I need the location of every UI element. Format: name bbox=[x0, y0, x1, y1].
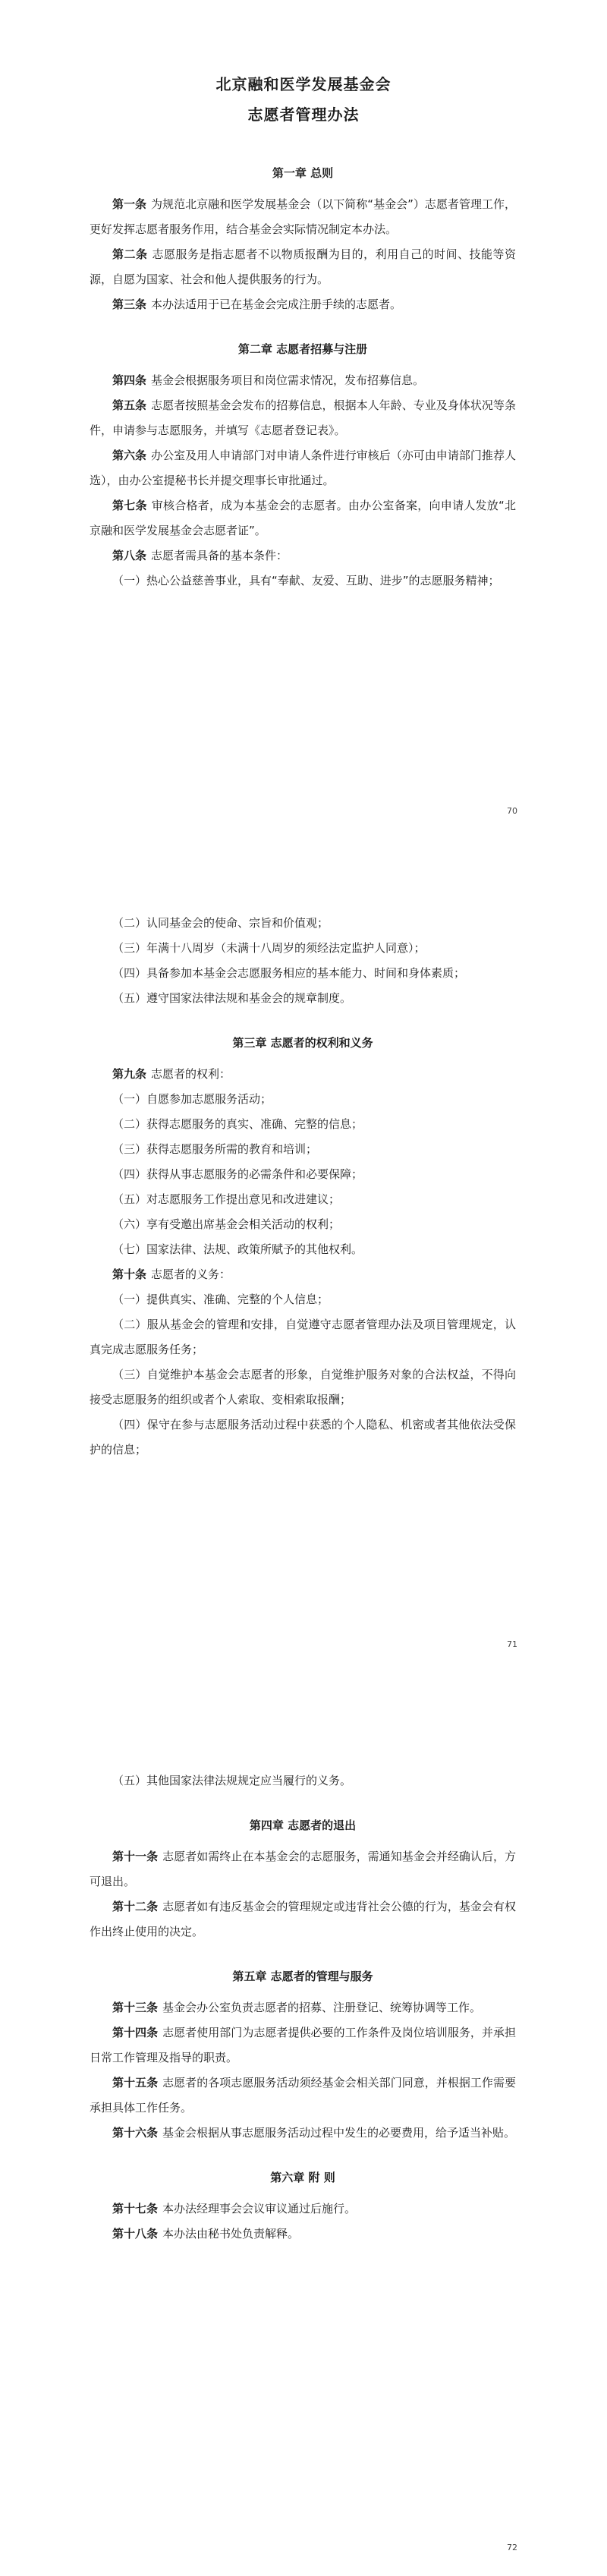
list-item: （七）国家法律、法规、政策所赋予的其他权利。 bbox=[112, 1242, 363, 1256]
list-item: （一）热心公益慈善事业，具有“奉献、友爱、互助、进步”的志愿服务精神； bbox=[112, 574, 500, 587]
list-item: （二）获得志愿服务的真实、准确、完整的信息； bbox=[112, 1117, 363, 1131]
article-17 bbox=[90, 2197, 516, 2222]
page-1-content bbox=[90, 161, 516, 594]
article-text: 志愿者使用部门为志愿者提供必要的工作条件及岗位培训服务，并承担日常工作管理及指导的职责。 bbox=[90, 2026, 516, 2064]
article-text: 办公室及用人申请部门对申请人条件进行审核后（亦可由申请部门推荐人选），由办公室提秘书长并提交理事长审批通过。 bbox=[90, 449, 516, 487]
article-number: 第三条 bbox=[112, 298, 147, 311]
article-text: 基金会办公室负责志愿者的招募、注册登记、统筹协调等工作。 bbox=[162, 2001, 482, 2014]
article-number: 第七条 bbox=[112, 499, 147, 512]
article-text: 志愿服务是指志愿者不以物质报酬为目的，利用自己的时间、技能等资源，自愿为国家、社会和他人提供服务的行为。 bbox=[90, 247, 516, 286]
page-2 bbox=[0, 911, 607, 1768]
article-text: 志愿者需具备的基本条件： bbox=[151, 549, 288, 562]
list-item: （五）遵守国家法律法规和基金会的规章制度。 bbox=[112, 991, 352, 1005]
article-number: 第十三条 bbox=[112, 2001, 159, 2014]
list-item: （四）具备参加本基金会志愿服务相应的基本能力、时间和身体素质； bbox=[112, 966, 466, 980]
page-number: 71 bbox=[507, 1639, 517, 1649]
article-text: 志愿者的义务： bbox=[151, 1268, 231, 1281]
article-number: 第十一条 bbox=[112, 1850, 159, 1863]
article-number: 第十二条 bbox=[112, 1900, 159, 1913]
article-1 bbox=[90, 192, 516, 242]
article-9 bbox=[90, 1062, 516, 1087]
article-number: 第十六条 bbox=[112, 2126, 159, 2140]
article-5 bbox=[90, 393, 516, 443]
list-item: （三）年满十八周岁（未满十八周岁的须经法定监护人同意）； bbox=[112, 941, 426, 955]
list-item: （三）自觉维护本基金会志愿者的形象，自觉维护服务对象的合法权益，不得向接受志愿服务的组织或者个人索取、变相索取报酬； bbox=[90, 1368, 516, 1406]
article-6 bbox=[90, 443, 516, 493]
article-10 bbox=[90, 1262, 516, 1287]
page-3-content bbox=[90, 1768, 516, 2247]
article-7 bbox=[90, 493, 516, 543]
page-3 bbox=[0, 1768, 607, 2576]
article-text: 志愿者的权利： bbox=[151, 1067, 231, 1081]
article-14 bbox=[90, 2020, 516, 2071]
page-number: 70 bbox=[507, 806, 517, 816]
document-title-line-2: 志愿者管理办法 bbox=[247, 105, 360, 124]
article-13 bbox=[90, 1995, 516, 2020]
list-item: （五）对志愿服务工作提出意见和改进建议； bbox=[112, 1192, 341, 1206]
article-number: 第十条 bbox=[112, 1268, 147, 1281]
article-text: 本办法适用于已在基金会完成注册手续的志愿者。 bbox=[151, 298, 402, 311]
article-number: 第十八条 bbox=[112, 2227, 159, 2241]
chapter-heading-6: 第六章 附 则 bbox=[270, 2171, 335, 2184]
chapter-heading-4: 第四章 志愿者的退出 bbox=[249, 1819, 357, 1832]
list-item: （二）认同基金会的使命、宗旨和价值观； bbox=[112, 916, 329, 930]
article-8 bbox=[90, 543, 516, 568]
page-2-content bbox=[90, 911, 516, 1463]
chapter-heading-3: 第三章 志愿者的权利和义务 bbox=[232, 1036, 373, 1050]
article-4 bbox=[90, 368, 516, 393]
article-text: 志愿者的各项志愿服务活动须经基金会相关部门同意，并根据工作需要承担具体工作任务。 bbox=[90, 2076, 516, 2115]
article-number: 第一条 bbox=[112, 197, 147, 211]
article-text: 基金会根据服务项目和岗位需求情况，发布招募信息。 bbox=[151, 373, 425, 387]
page-1 bbox=[0, 0, 607, 911]
article-number: 第四条 bbox=[112, 373, 147, 387]
article-number: 第十七条 bbox=[112, 2202, 159, 2215]
article-text: 本办法经理事会会议审议通过后施行。 bbox=[162, 2202, 357, 2215]
list-item: （五）其他国家法律法规规定应当履行的义务。 bbox=[112, 1774, 352, 1787]
article-number: 第八条 bbox=[112, 549, 147, 562]
list-item: （六）享有受邀出席基金会相关活动的权利； bbox=[112, 1217, 341, 1231]
chapter-heading-5: 第五章 志愿者的管理与服务 bbox=[232, 1970, 373, 1983]
document-title-line-1: 北京融和医学发展基金会 bbox=[215, 75, 392, 93]
list-item: （二）服从基金会的管理和安排，自觉遵守志愿者管理办法及项目管理规定，认真完成志愿服务任务； bbox=[90, 1318, 516, 1356]
article-3 bbox=[90, 292, 516, 317]
article-number: 第十五条 bbox=[112, 2076, 159, 2089]
chapter-heading-1: 第一章 总则 bbox=[272, 166, 334, 180]
list-item: （四）保守在参与志愿服务活动过程中获悉的个人隐私、机密或者其他依法受保护的信息； bbox=[90, 1418, 516, 1456]
article-18 bbox=[90, 2222, 516, 2247]
article-11 bbox=[90, 1844, 516, 1894]
article-16 bbox=[90, 2121, 516, 2146]
article-12 bbox=[90, 1894, 516, 1945]
list-item: （一）自愿参加志愿服务活动； bbox=[112, 1092, 272, 1106]
article-number: 第九条 bbox=[112, 1067, 147, 1081]
list-item: （三）获得志愿服务所需的教育和培训； bbox=[112, 1142, 318, 1156]
page-number: 72 bbox=[507, 2543, 517, 2552]
list-item: （一）提供真实、准确、完整的个人信息； bbox=[112, 1293, 329, 1306]
article-number: 第六条 bbox=[112, 449, 147, 462]
article-number: 第五条 bbox=[112, 398, 147, 412]
article-2 bbox=[90, 242, 516, 292]
article-text: 志愿者如需终止在本基金会的志愿服务，需通知基金会并经确认后，方可退出。 bbox=[90, 1850, 516, 1888]
article-text: 为规范北京融和医学发展基金会（以下简称“基金会”）志愿者管理工作，更好发挥志愿者服务作用，结合基金会实际情况制定本办法。 bbox=[90, 197, 516, 236]
article-15 bbox=[90, 2071, 516, 2121]
list-item: （四）获得从事志愿服务的必需条件和必要保障； bbox=[112, 1167, 363, 1181]
chapter-heading-2: 第二章 志愿者招募与注册 bbox=[237, 342, 368, 356]
article-number: 第十四条 bbox=[112, 2026, 159, 2039]
article-text: 基金会根据从事志愿服务活动过程中发生的必要费用，给予适当补贴。 bbox=[162, 2126, 516, 2140]
article-text: 本办法由秘书处负责解释。 bbox=[162, 2227, 300, 2241]
article-number: 第二条 bbox=[112, 247, 148, 261]
article-text: 审核合格者，成为本基金会的志愿者。由办公室备案，向申请人发放“北京融和医学发展基金会志愿者证”。 bbox=[90, 499, 516, 537]
article-text: 志愿者按照基金会发布的招募信息，根据本人年龄、专业及身体状况等条件，申请参与志愿服务，并填写《志愿者登记表》。 bbox=[90, 398, 516, 437]
article-text: 志愿者如有违反基金会的管理规定或违背社会公德的行为，基金会有权作出终止使用的决定。 bbox=[90, 1900, 516, 1938]
